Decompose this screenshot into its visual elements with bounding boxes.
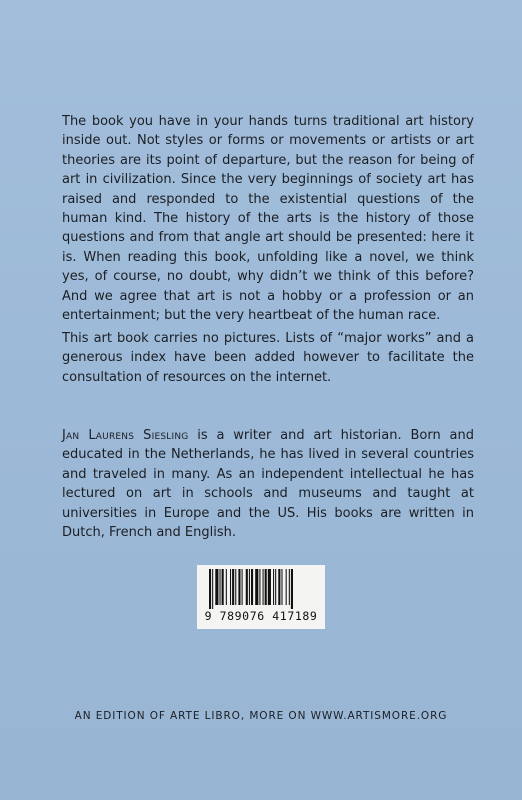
barcode: [197, 565, 325, 629]
isbn-number: 9 789076 417189: [204, 609, 318, 623]
barcode-bars: [197, 565, 325, 611]
author-bio-text: is a writer and art historian. Born and educated in the Netherlands, he has lived in several countries and traveled in many. As an independent intellectual he has lectured on art in schools and museums and taught at universities in Europe and the US. His books are written in Dutch, French and English.: [62, 428, 474, 541]
blurb-paragraph-2: This art book carries no pictures. Lists of “major works” and a generous index have been added however to facilitate the consultation of resources on the internet.: [62, 331, 474, 385]
blurb-paragraph-1: The book you have in your hands turns traditional art history inside out. Not styles or forms or movements or artists or art theories are its point of departure, but the reason for being of art in civilization. Since the very beginnings of society art has raised and responded to the existential questions of the human kind. The history of the arts is the history of those questions and from that angle art should be presented: here it is. When reading this book, unfolding like a novel, we think yes, of course, no doubt, why didn’t we think of this before? And we agree that art is not a hobby or a profession or an entertainment; but the very heartbeat of the human race.: [62, 114, 474, 324]
publisher-footer: AN EDITION OF ARTE LIBRO, MORE ON WWW.ARTISMORE.ORG: [74, 710, 448, 722]
author-bio: [62, 426, 474, 542]
author-name: Jan Laurens Siesling: [62, 428, 189, 443]
